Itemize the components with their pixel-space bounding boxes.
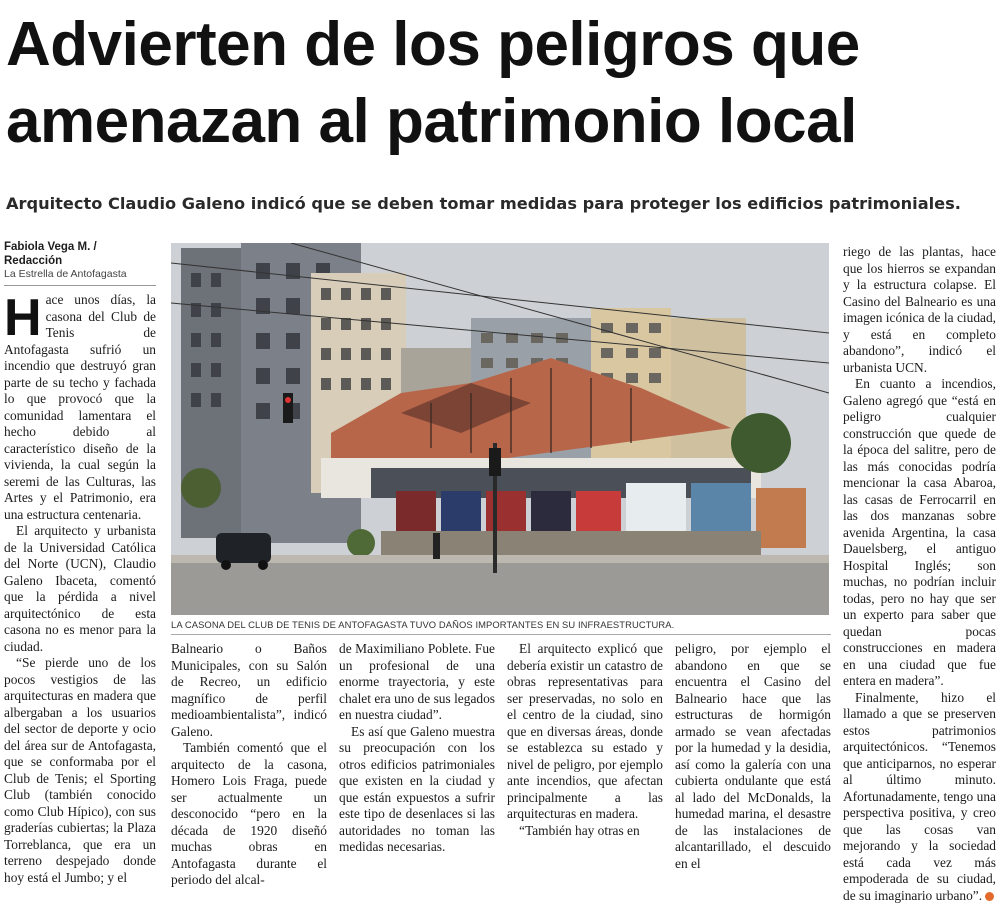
paragraph: riego de las plantas, hace que los hierros se expandan y la estructura colapse. El Casino del Balneario es una imagen icónica de la ciudad, y está en completo abandono”, indicó el urbanista UCN. <box>843 244 996 376</box>
author-name: Fabiola Vega M. / Redacción <box>4 240 156 268</box>
text-column-5 <box>675 641 831 872</box>
paragraph: “Se pierde uno de los pocos vestigios de las arquitecturas en madera que albergaban a los usuarios del sector de deporte y ocio del área sur de Antofagasta, que se conformaba por el Club de Tenis; el Sporting Club (también conocido como Club Hípico), con sus graderías cubiertas; la Plaza Torreblanca, que era un terreno despejado donde hoy está el Jumbo; y el <box>4 655 156 886</box>
end-of-article-icon <box>985 892 994 901</box>
article-photo <box>171 243 829 615</box>
drop-cap: H <box>4 296 42 340</box>
text-column-1 <box>4 292 156 886</box>
paragraph: Es así que Galeno muestra su preocupación con los otros edificios patrimoniales que existen en la ciudad y que están expuestos a sufrir este tipo de desenlaces si las autoridades no toman las medidas necesarias. <box>339 724 495 856</box>
photo-caption: LA CASONA DEL CLUB DE TENIS DE ANTOFAGASTA TUVO DAÑOS IMPORTANTES EN SU INFRAESTRUCTURA. <box>171 618 831 635</box>
paragraph: de Maximiliano Poblete. Fue un profesional de una enorme trayectoria, y este chalet era uno de sus legados en nuestra ciudad”. <box>339 641 495 724</box>
paragraph: También comentó que el arquitecto de la casona, Homero Lois Fraga, puede ser actualmente un desconocido “pero en la década de 1920 diseñó muchas obras en Antofagasta durante el periodo del alcal- <box>171 740 327 889</box>
headline: Advierten de los peligros que amenazan al patrimonio local <box>6 6 996 160</box>
text-column-3 <box>339 641 495 856</box>
paragraph: peligro, por ejemplo el abandono en que se encuentra el Casino del Balneario hace que las estructuras de hormigón armado se vean afectadas por la humedad y la desidia, así como la galería con una cubierta ondulante que está al lado del McDonalds, la humedad marina, el desastre de las instalaciones de alcantarillado, el descuido en el <box>675 641 831 872</box>
paragraph: Balneario o Baños Municipales, con su Salón de Recreo, un edificio magnífico de perfil medioambientalista”, indicó Galeno. <box>171 641 327 740</box>
burned-clubhouse-photo <box>171 243 829 615</box>
paragraph: En cuanto a incendios, Galeno agregó que “está en peligro cualquier construcción que quede de la época del salitre, pero de las más conocidas podría mencionar la casa Abaroa, las casas de Ferrocarril en las dos manzanas sobre avenida Argentina, la casa Dauelsberg, el antiguo Hospital Inglés; son muchas, no podrían incluir todas, pero no hay que ser un experto para saber que quedan pocas construcciones en madera en una ciudad que fue entera en madera”. <box>843 376 996 690</box>
paragraph: Hace unos días, la casona del Club de Tenis de Antofagasta sufrió un incendio que destruyó gran parte de su techo y fachada lo que provocó que la comunidad lamentara el hecho debido al característico diseño de la vivienda, la cual según la seremi de las Culturas, las Artes y el Patrimonio, era una estructura centenaria. <box>4 292 156 523</box>
text-column-4 <box>507 641 663 839</box>
text-column-6 <box>843 244 996 904</box>
paragraph: “También hay otras en <box>507 823 663 840</box>
outlet-name: La Estrella de Antofagasta <box>4 268 156 281</box>
paragraph: Finalmente, hizo el llamado a que se preserven estos patrimonios arquitectónicos. “Tenemos que anticiparnos, no esperar al último minuto. Afortunadamente, tengo una perspectiva positiva, y creo que las cosas van mejorando y la sociedad está cada vez más empoderada de su ciudad, de su imaginario urbano”. <box>843 690 996 904</box>
paragraph: El arquitecto explicó que debería existir un catastro de obras representativas para ser preservadas, no solo en el centro de la ciudad, sino que en diversas áreas, donde se establezca su estado y nivel de peligro, por ejemplo ante incendios, que afectan principalmente a las arquitecturas en madera. <box>507 641 663 823</box>
deck-subtitle: Arquitecto Claudio Galeno indicó que se deben tomar medidas para proteger los edificios patrimoniales. <box>6 192 996 216</box>
text-column-2 <box>171 641 327 889</box>
paragraph: El arquitecto y urbanista de la Universidad Católica del Norte (UCN), Claudio Galeno Ibaceta, comentó que la pérdida a nivel arquitectónico de esta casona no es menor para la ciudad. <box>4 523 156 655</box>
byline <box>4 240 156 286</box>
